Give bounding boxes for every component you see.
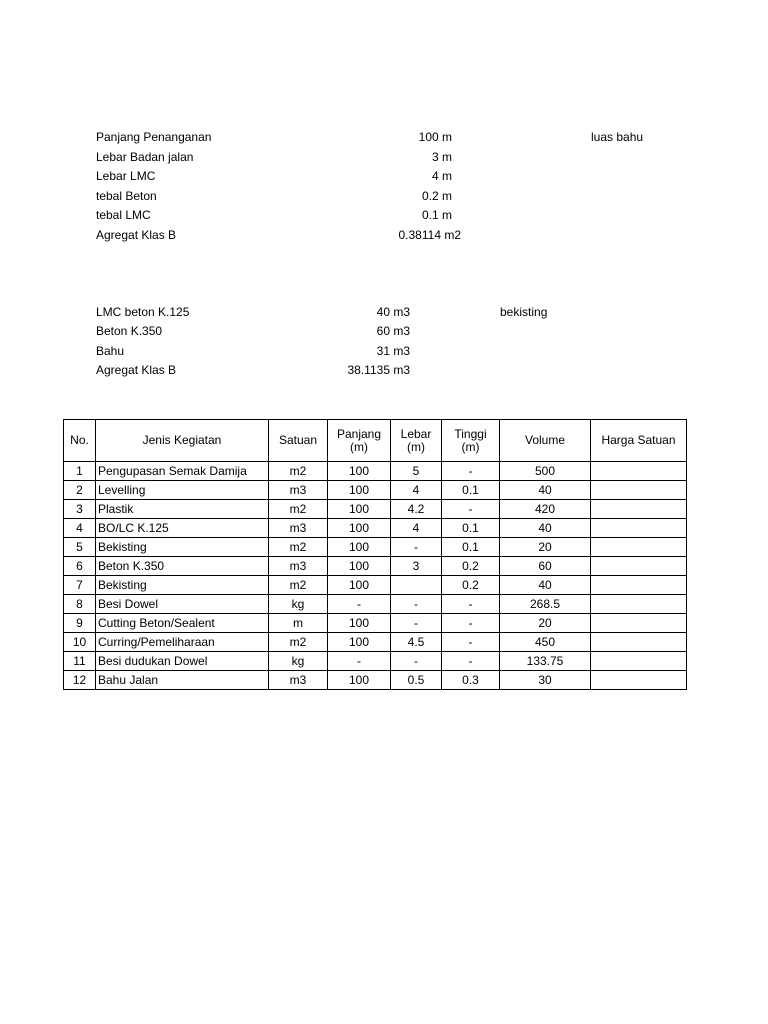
cell-harga (591, 462, 687, 481)
cell-volume: 268.5 (500, 595, 591, 614)
cell-harga (591, 614, 687, 633)
table-row (64, 595, 687, 614)
table-row (64, 500, 687, 519)
cell-tinggi: - (442, 462, 500, 481)
table-row (64, 633, 687, 652)
cell-satuan: kg (269, 652, 328, 671)
cell-tinggi: 0.2 (442, 557, 500, 576)
cell-tinggi: - (442, 633, 500, 652)
cell-lebar: 0.5 (391, 671, 442, 690)
cell-jenis: Beton K.350 (96, 557, 269, 576)
param-label-tebal-beton: tebal Beton (96, 189, 157, 203)
cell-volume: 60 (500, 557, 591, 576)
cell-panjang: 100 (328, 576, 391, 595)
volume-value-agregat: 38.1135 m3 (347, 363, 410, 377)
table-row (64, 557, 687, 576)
cell-panjang: 100 (328, 671, 391, 690)
header-no: No. (64, 420, 96, 462)
cell-volume: 20 (500, 614, 591, 633)
cell-satuan: m (269, 614, 328, 633)
cell-satuan: m3 (269, 671, 328, 690)
cell-harga (591, 652, 687, 671)
param-value-lebar-badan: 3 m (431, 150, 452, 164)
cell-volume: 40 (500, 481, 591, 500)
cell-lebar: 4 (391, 519, 442, 538)
cell-no: 9 (64, 614, 96, 633)
cell-tinggi: 0.2 (442, 576, 500, 595)
cell-panjang: 100 (328, 557, 391, 576)
param-label-lebar-badan: Lebar Badan jalan (96, 150, 194, 164)
cell-harga (591, 557, 687, 576)
cell-tinggi: 0.1 (442, 481, 500, 500)
cell-no: 8 (64, 595, 96, 614)
cell-jenis: Curring/Pemeliharaan (96, 633, 269, 652)
cell-no: 2 (64, 481, 96, 500)
cell-satuan: m2 (269, 500, 328, 519)
cell-tinggi: 0.3 (442, 671, 500, 690)
header-lebar (391, 420, 442, 462)
cell-panjang: 100 (328, 633, 391, 652)
header-volume: Volume (500, 420, 591, 462)
cell-no: 11 (64, 652, 96, 671)
param-value-panjang: 100 m (418, 130, 452, 144)
cell-harga (591, 671, 687, 690)
volume-label-bahu: Bahu (96, 344, 125, 358)
cell-satuan: m2 (269, 633, 328, 652)
table-row (64, 481, 687, 500)
cell-jenis: Pengupasan Semak Damija (96, 462, 269, 481)
cell-harga (591, 633, 687, 652)
cell-satuan: m2 (269, 538, 328, 557)
volume-label-lmc: LMC beton K.125 (96, 305, 190, 319)
table-row (64, 519, 687, 538)
param-label-lebar-lmc: Lebar LMC (96, 169, 156, 183)
cell-harga (591, 500, 687, 519)
cell-no: 6 (64, 557, 96, 576)
cell-lebar: 4 (391, 481, 442, 500)
cell-harga (591, 595, 687, 614)
cell-tinggi: - (442, 500, 500, 519)
cell-harga (591, 481, 687, 500)
table-row (64, 671, 687, 690)
cell-volume: 30 (500, 671, 591, 690)
header-panjang-label: Panjang (336, 426, 382, 441)
param-value-tebal-beton: 0.2 m (421, 189, 452, 203)
cell-lebar: - (391, 538, 442, 557)
cell-satuan: m3 (269, 557, 328, 576)
volume-value-lmc: 40 m3 (376, 305, 410, 319)
param-value-lebar-lmc: 4 m (431, 169, 452, 183)
table-row (64, 462, 687, 481)
cell-tinggi: 0.1 (442, 538, 500, 557)
cell-harga (591, 576, 687, 595)
cell-no: 1 (64, 462, 96, 481)
cell-no: 12 (64, 671, 96, 690)
cell-satuan: m3 (269, 519, 328, 538)
volume-label-agregat: Agregat Klas B (96, 363, 177, 377)
cell-jenis: Besi dudukan Dowel (96, 652, 269, 671)
note-luas-bahu: luas bahu (591, 130, 644, 144)
param-label-panjang: Panjang Penanganan (96, 130, 212, 144)
param-value-agregat: 0.38114 m2 (398, 228, 461, 242)
table-row (64, 538, 687, 557)
header-satuan: Satuan (269, 420, 328, 462)
header-tinggi (442, 420, 500, 462)
cell-volume: 420 (500, 500, 591, 519)
cell-panjang: - (328, 595, 391, 614)
header-lebar-unit: (m) (407, 439, 425, 454)
table-row (64, 614, 687, 633)
header-harga: Harga Satuan (591, 420, 687, 462)
cell-satuan: m2 (269, 576, 328, 595)
param-label-agregat: Agregat Klas B (96, 228, 177, 242)
header-jenis: Jenis Kegiatan (96, 420, 269, 462)
cell-harga (591, 538, 687, 557)
cell-volume: 450 (500, 633, 591, 652)
cell-lebar: 4.5 (391, 633, 442, 652)
cell-jenis: Bahu Jalan (96, 671, 269, 690)
note-bekisting: bekisting (500, 305, 548, 319)
cell-volume: 133.75 (500, 652, 591, 671)
header-panjang (328, 420, 391, 462)
cell-jenis: BO/LC K.125 (96, 519, 269, 538)
cell-jenis: Plastik (96, 500, 269, 519)
cell-satuan: kg (269, 595, 328, 614)
cell-no: 5 (64, 538, 96, 557)
cell-no: 3 (64, 500, 96, 519)
cell-jenis: Besi Dowel (96, 595, 269, 614)
cell-panjang: 100 (328, 538, 391, 557)
cell-lebar: 4.2 (391, 500, 442, 519)
cell-tinggi: - (442, 652, 500, 671)
cell-lebar: - (391, 595, 442, 614)
cell-tinggi: 0.1 (442, 519, 500, 538)
cell-lebar: 5 (391, 462, 442, 481)
cell-lebar: - (391, 614, 442, 633)
header-tinggi-label: Tinggi (454, 426, 487, 441)
cell-panjang: - (328, 652, 391, 671)
cell-volume: 500 (500, 462, 591, 481)
cell-panjang: 100 (328, 500, 391, 519)
cell-jenis: Bekisting (96, 538, 269, 557)
table-row (64, 652, 687, 671)
cell-volume: 40 (500, 576, 591, 595)
cell-satuan: m2 (269, 462, 328, 481)
cell-lebar: 3 (391, 557, 442, 576)
volume-label-beton: Beton K.350 (96, 324, 163, 338)
table-header-row (64, 420, 687, 462)
volume-value-bahu: 31 m3 (376, 344, 410, 358)
header-lebar-label: Lebar (400, 426, 432, 441)
cell-no: 10 (64, 633, 96, 652)
cell-panjang: 100 (328, 462, 391, 481)
cell-jenis: Levelling (96, 481, 269, 500)
cell-jenis: Bekisting (96, 576, 269, 595)
cell-no: 7 (64, 576, 96, 595)
kegiatan-table (63, 419, 687, 690)
cell-harga (591, 519, 687, 538)
param-value-tebal-lmc: 0.1 m (421, 208, 452, 222)
cell-no: 4 (64, 519, 96, 538)
cell-tinggi: - (442, 614, 500, 633)
header-tinggi-unit: (m) (461, 439, 480, 454)
cell-panjang: 100 (328, 519, 391, 538)
volume-value-beton: 60 m3 (376, 324, 410, 338)
param-label-tebal-lmc: tebal LMC (96, 208, 151, 222)
header-panjang-unit: (m) (350, 439, 368, 454)
table-row (64, 576, 687, 595)
cell-lebar (391, 576, 442, 595)
cell-satuan: m3 (269, 481, 328, 500)
cell-tinggi: - (442, 595, 500, 614)
cell-panjang: 100 (328, 481, 391, 500)
cell-jenis: Cutting Beton/Sealent (96, 614, 269, 633)
cell-panjang: 100 (328, 614, 391, 633)
cell-lebar: - (391, 652, 442, 671)
cell-volume: 40 (500, 519, 591, 538)
cell-volume: 20 (500, 538, 591, 557)
